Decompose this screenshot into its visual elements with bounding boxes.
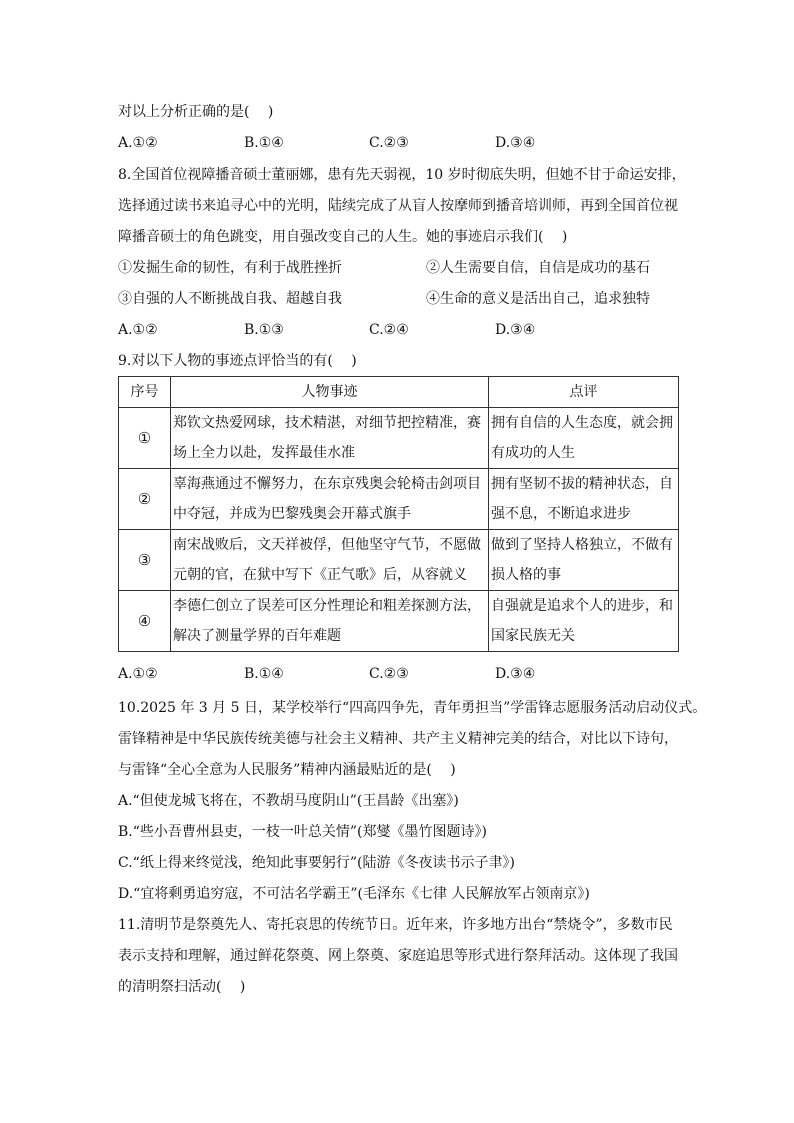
q10-option-d[interactable]: D.“宜将剩勇追穷寇，不可沽名学霸王”(毛泽东《七律 人民解放军占领南京》) bbox=[118, 886, 590, 902]
q11-stem-line-1: 11.清明节是祭奠先人、寄托哀思的传统节日。近年来，许多地方出台“禁烧令”，多数市民 bbox=[118, 917, 673, 933]
q8-options bbox=[118, 320, 678, 340]
q8-statement-4: ④生命的意义是活出自己，追求独特 bbox=[426, 291, 650, 307]
table-row bbox=[119, 530, 679, 591]
q8-stem-line-1: 8.全国首位视障播音硕士董丽娜，患有先天弱视，10 岁时彻底失明，但她不甘于命运安排， bbox=[118, 167, 686, 183]
q7-option-c[interactable]: C.②③ bbox=[369, 135, 409, 151]
q8-statements-row-1 bbox=[118, 258, 678, 278]
q7-option-d[interactable]: D.③④ bbox=[495, 135, 536, 151]
q9-table-header-row bbox=[119, 377, 679, 408]
q9-row-deed: 南宋战败后，文天祥被俘，但他坚守气节，不愿做元朝的官，在狱中写下《正气歌》后，从容就义 bbox=[173, 537, 481, 583]
q7-option-b[interactable]: B.①④ bbox=[244, 135, 284, 151]
q8-option-b[interactable]: B.①③ bbox=[244, 322, 284, 338]
q8-option-a[interactable]: A.①② bbox=[118, 322, 158, 338]
q9-row-deed: 李德仁创立了误差可区分性理论和粗差探测方法，解决了测量学界的百年难题 bbox=[173, 598, 481, 644]
q9-row-deed: 辜海燕通过不懈努力，在东京残奥会轮椅击剑项目中夺冠，并成为巴黎残奥会开幕式旗手 bbox=[173, 476, 481, 522]
q9-option-c[interactable]: C.②③ bbox=[369, 666, 409, 682]
q9-option-b[interactable]: B.①④ bbox=[244, 666, 284, 682]
table-row bbox=[119, 408, 679, 469]
q8-statement-2: ②人生需要自信，自信是成功的基石 bbox=[426, 260, 650, 276]
q9-row-number: ① bbox=[119, 408, 171, 469]
q8-statement-3: ③自强的人不断挑战自我、超越自我 bbox=[118, 291, 342, 307]
q10-option-a[interactable]: A.“但使龙城飞将在，不教胡马度阴山”(王昌龄《出塞》) bbox=[118, 793, 459, 809]
q9-header-deed: 人物事迹 bbox=[171, 377, 489, 408]
q10-option-b[interactable]: B.“些小吾曹州县吏，一枝一叶总关情”(郑燮《墨竹图题诗》) bbox=[118, 824, 487, 840]
q11-stem-line-2: 表示支持和理解，通过鲜花祭奠、网上祭奠、家庭追思等形式进行祭拜活动。这体现了我国 bbox=[118, 948, 678, 964]
q9-row-number: ④ bbox=[119, 591, 171, 652]
q9-row-comment: 自强就是追求个人的进步，和国家民族无关 bbox=[491, 598, 673, 644]
q9-option-a[interactable]: A.①② bbox=[118, 666, 158, 682]
q9-row-deed: 郑钦文热爱网球，技术精湛，对细节把控精准，赛场上全力以赴，发挥最佳水准 bbox=[173, 415, 481, 461]
q8-statement-1: ①发掘生命的韧性，有利于战胜挫折 bbox=[118, 260, 342, 276]
table-row bbox=[119, 469, 679, 530]
q9-row-comment: 拥有自信的人生态度，就会拥有成功的人生 bbox=[491, 415, 673, 461]
table-row bbox=[119, 591, 679, 652]
q9-row-comment: 做到了坚持人格独立，不做有损人格的事 bbox=[491, 537, 673, 583]
q10-stem-line-2: 雷锋精神是中华民族传统美德与社会主义精神、共产主义精神完美的结合，对比以下诗句， bbox=[118, 731, 678, 747]
q9-header-number: 序号 bbox=[119, 377, 171, 408]
q9-option-d[interactable]: D.③④ bbox=[495, 666, 536, 682]
q9-row-comment: 拥有坚韧不拔的精神状态，自强不息，不断追求进步 bbox=[491, 476, 673, 522]
q9-table bbox=[118, 376, 679, 652]
q7-option-a[interactable]: A.①② bbox=[118, 135, 158, 151]
q8-option-c[interactable]: C.②④ bbox=[369, 322, 409, 338]
q8-stem-line-3: 障播音硕士的角色跳变，用自强改变自己的人生。她的事迹启示我们( ) bbox=[118, 229, 568, 245]
q9-options bbox=[118, 664, 678, 684]
q9-header-comment: 点评 bbox=[489, 377, 679, 408]
q11-stem-line-3: 的清明祭扫活动( ) bbox=[118, 979, 246, 995]
q7-question: 对以上分析正确的是( ) bbox=[118, 104, 274, 120]
q10-stem-line-1: 10.2025 年 3 月 5 日，某学校举行“四高四争先，青年勇担当”学雷锋志愿服务活动启动仪式。 bbox=[118, 700, 707, 716]
q7-options bbox=[118, 133, 678, 153]
q8-stem-line-2: 选择通过读书来追寻心中的光明，陆续完成了从盲人按摩师到播音培训师，再到全国首位视 bbox=[118, 198, 678, 214]
q9-row-number: ③ bbox=[119, 530, 171, 591]
q10-stem-line-3: 与雷锋“全心全意为人民服务”精神内涵最贴近的是( ) bbox=[118, 762, 456, 778]
q9-stem: 9.对以下人物的事迹点评恰当的有( ) bbox=[118, 353, 357, 369]
q9-row-number: ② bbox=[119, 469, 171, 530]
q10-option-c[interactable]: C.“纸上得来终觉浅，绝知此事要躬行”(陆游《冬夜读书示子聿》) bbox=[118, 855, 515, 871]
q8-statements-row-2 bbox=[118, 289, 678, 309]
q8-option-d[interactable]: D.③④ bbox=[495, 322, 536, 338]
